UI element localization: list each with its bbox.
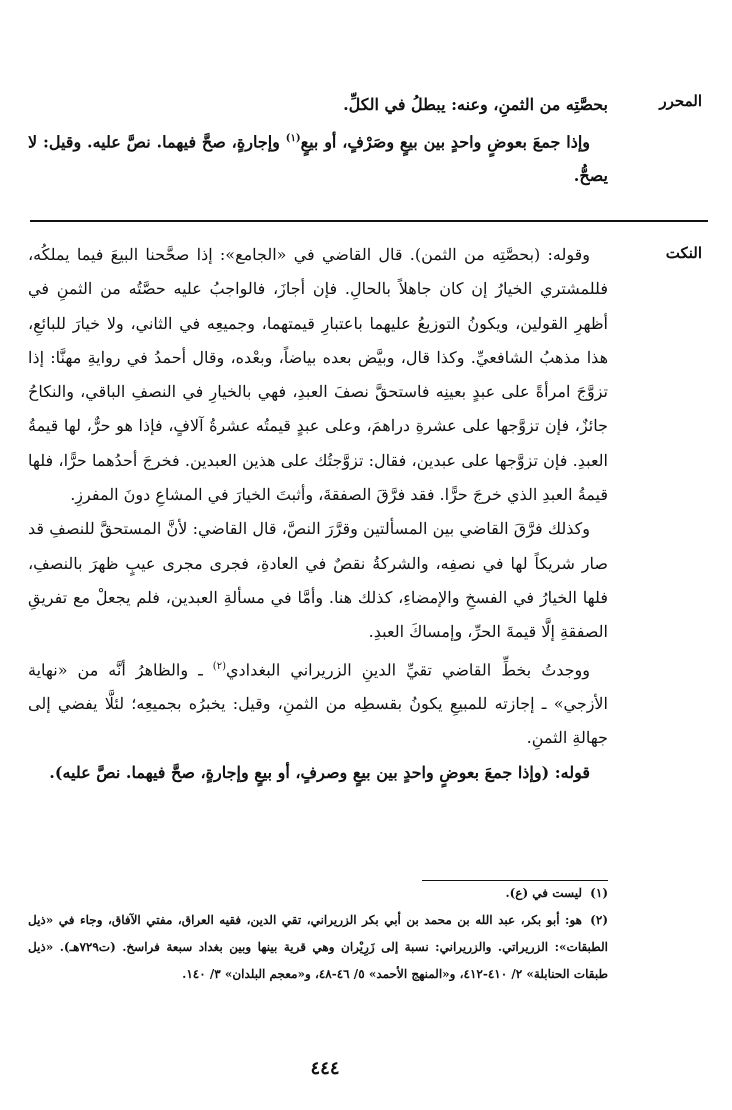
muharrar-line-2-after: وإجارةٍ، صحَّ فيهما. نصَّ عليه. وقيل: لا يصحُّ. <box>28 132 608 186</box>
section-divider <box>30 220 708 222</box>
nukat-text <box>28 238 608 790</box>
nukat-paragraph-3 <box>28 650 608 756</box>
footnote-1-number: (١) <box>590 886 608 900</box>
footnote-2-text: هو: أبو بكر، عبد الله بن محمد بن أبي بكر الزريراني، تقي الدين، فقيه العراق، مفتي الآفاق، وجاء في «ذيل الطبقات»: الزريراتي. والزريراني: نسبة إلى زَرِيْران وهي قرية بينها وبين بغداد سبعة فراسخ. (ت٧٢٩هـ). «ذيل طبقات الحنابلة» ٢/ ٤١٠-٤١٢، و«المنهج الأحمد» ٥/ ٤٦-٤٨، و«معجم البلدان» ٣/ ١٤٠. <box>28 913 608 981</box>
footnote-1 <box>28 880 608 907</box>
muharrar-text <box>28 88 608 193</box>
nukat-paragraph-1: وقوله: (بحصَّتِه من الثمن). قال القاضي في «الجامع»: إذا صحَّحنا البيعَ فيما يملكُه، فللمشتري الخيارُ إن كان جاهلاً بالحالِ. فإن أجازَ، فالواجبُ عليه حصَّتُه من الثمنِ في أظهرِ القولين، ويكونُ التوزيعُ عليهما باعتبارِ قيمتهما، وجميعِه في الثاني، ولا خيارَ للبائعِ، هذا مذهبُ الشافعيِّ. وكذا قال، وبيَّض بعده بياضاً، وبعْده، وقال أحمدُ في روايةِ مهنَّا: إذا تزوَّجَ امرأةً على عبدٍ بعينِه فاستحقَّ نصفَ العبدِ، فهي بالخيارِ في النصفِ الباقي، والنكاحُ جائزٌ، فإن تزوَّجها على عشرةِ دراهمَ، وعلى عبدٍ قيمتُه عشرةُ آلافٍ، فإذا هو حرٌّ، لها قيمةُ العبدِ. فإن تزوَّجها على عبدين، فقال: تزوَّجتُك على هذين العبدين. فخرجَ أحدُهما حرًّا، فلها قيمةُ العبدِ الذي خرجَ حرًّا. فقد فرَّقَ الصفقةَ، وأثبتَ الخيارَ في المشاعِ دونَ المفرزِ. <box>28 245 608 505</box>
footnote-1-text: ليست في (ع). <box>505 886 582 900</box>
footnotes <box>28 880 608 988</box>
muharrar-label: المحرر <box>659 92 702 110</box>
footnote-2-number: (٢) <box>590 913 608 927</box>
muharrar-line-2 <box>28 122 608 193</box>
muharrar-line-2-before: وإذا جمعَ بعوضٍ واحدٍ بين بيعٍ وصَرْفٍ، أو بيعٍ <box>300 132 590 152</box>
nukat-paragraph-2: وكذلك فرَّقَ القاضي بين المسألتين وقرَّرَ النصَّ، قال القاضي: لأنَّ المستحقَّ للنصفِ قد صار شريكاً لها في نصفِه، والشركةُ نقصٌ في العادةِ، فجرى مجرى عيبٍ ظهرَ بالنصفِ، فلها الخيارُ في الفسخِ والإمضاءِ، كذلك هنا. وأمَّا في مسألةِ العبدين، فلم يجعلْ مع تفريقِ الصفقةِ إلَّا قيمةَ الحرِّ، وإمساكَ العبدِ. <box>28 519 608 642</box>
nukat-label: النكت <box>665 244 702 262</box>
page-number: ٤٤٤ <box>310 1058 340 1079</box>
nukat-paragraph-3-after: ـ والظاهرُ أنَّه من «نهاية الأزجي» ـ إجازته للمبيعِ يكونُ بقسطِه من الثمنِ، وقيل: يخبرُه بجميعِه؛ لئلَّا يفضي إلى جهالةِ الثمنِ. <box>28 659 608 748</box>
nukat-paragraph-3-before: ووجدتُ بخطِّ القاضي تقيِّ الدينِ الزريراني البغدادي <box>225 659 590 679</box>
footnote-ref-2[interactable]: (٢) <box>212 660 226 672</box>
footnote-ref-1[interactable]: (١) <box>285 133 301 144</box>
nukat-paragraph-4: قوله: (وإذا جمعَ بعوضٍ واحدٍ بين بيعٍ وصرفٍ، أو بيعٍ وإجارةٍ، صحَّ فيهما. نصَّ عليه). <box>49 762 590 782</box>
footnote-2 <box>28 907 608 988</box>
muharrar-line-1: بحصَّتِه من الثمنِ، وعنه: يبطلُ في الكلِّ. <box>343 95 608 114</box>
